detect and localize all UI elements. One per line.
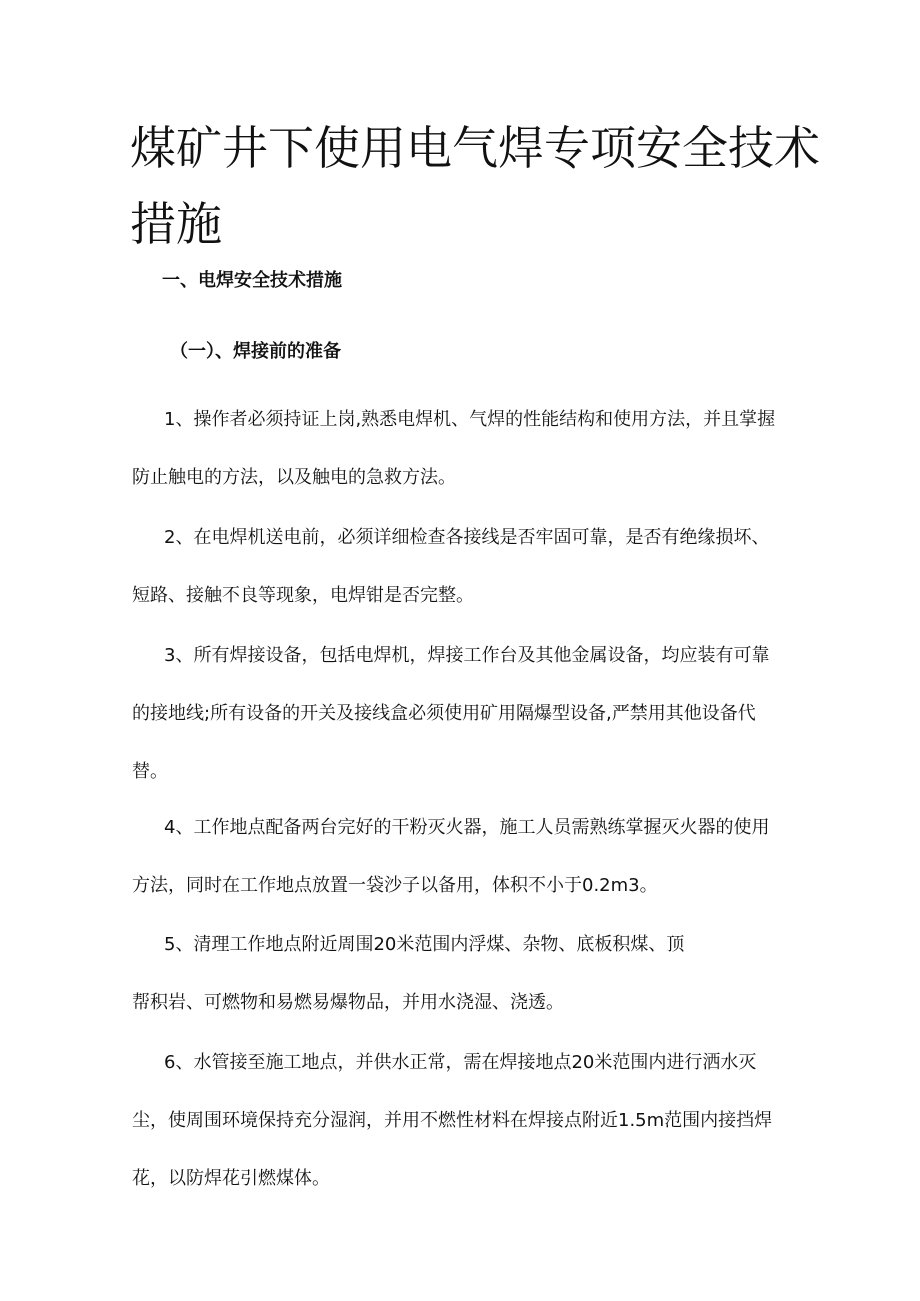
paragraph-line: 4、工作地点配备两台完好的干粉灭火器，施工人员需熟练掌握灭火器的使用 [164, 817, 770, 838]
paragraph-2 [132, 509, 792, 625]
section-heading: 一、电焊安全技术措施 [162, 270, 342, 291]
paragraph-4 [132, 799, 792, 915]
paragraph-line: 3、所有焊接设备，包括电焊机，焊接工作台及其他金属设备，均应装有可靠 [164, 645, 770, 666]
paragraph-1 [132, 391, 792, 507]
paragraph-line: 的接地线;所有设备的开关及接线盒必须使用矿用隔爆型设备,严禁用其他设备代 [132, 703, 756, 724]
paragraph-line: 花，以防焊花引燃煤体。 [132, 1168, 330, 1189]
sub-heading: （一）、焊接前的准备 [170, 341, 341, 362]
paragraph-line: 防止触电的方法，以及触电的急救方法。 [132, 467, 456, 488]
paragraph-line: 方法，同时在工作地点放置一袋沙子以备用，体积不小于0.2m3。 [132, 875, 658, 896]
paragraph-line: 尘，使周围环境保持充分湿润，并用不燃性材料在焊接点附近1.5m范围内接挡焊 [132, 1110, 773, 1131]
title-line-2: 措施 [130, 197, 222, 251]
title-line-1: 煤矿井下使用电气焊专项安全技术 [130, 121, 820, 175]
paragraph-line: 短路、接触不良等现象，电焊钳是否完整。 [132, 585, 474, 606]
paragraph-5 [132, 916, 792, 1032]
paragraph-line: 帮积岩、可燃物和易燃易爆物品，并用水浇湿、浇透。 [132, 992, 564, 1013]
paragraph-line: 1、操作者必须持证上岗,熟悉电焊机、气焊的性能结构和使用方法，并且掌握 [164, 409, 776, 430]
document-title [130, 110, 820, 262]
paragraph-3 [132, 627, 792, 801]
paragraph-line: 5、清理工作地点附近周围20米范围内浮煤、杂物、底板积煤、顶 [164, 934, 685, 955]
paragraph-line: 2、在电焊机送电前，必须详细检查各接线是否牢固可靠，是否有绝缘损坏、 [164, 527, 770, 548]
paragraph-line: 6、水管接至施工地点，并供水正常，需在焊接地点20米范围内进行洒水灭 [164, 1052, 757, 1073]
paragraph-line: 替。 [132, 761, 168, 782]
paragraph-6 [132, 1034, 792, 1208]
